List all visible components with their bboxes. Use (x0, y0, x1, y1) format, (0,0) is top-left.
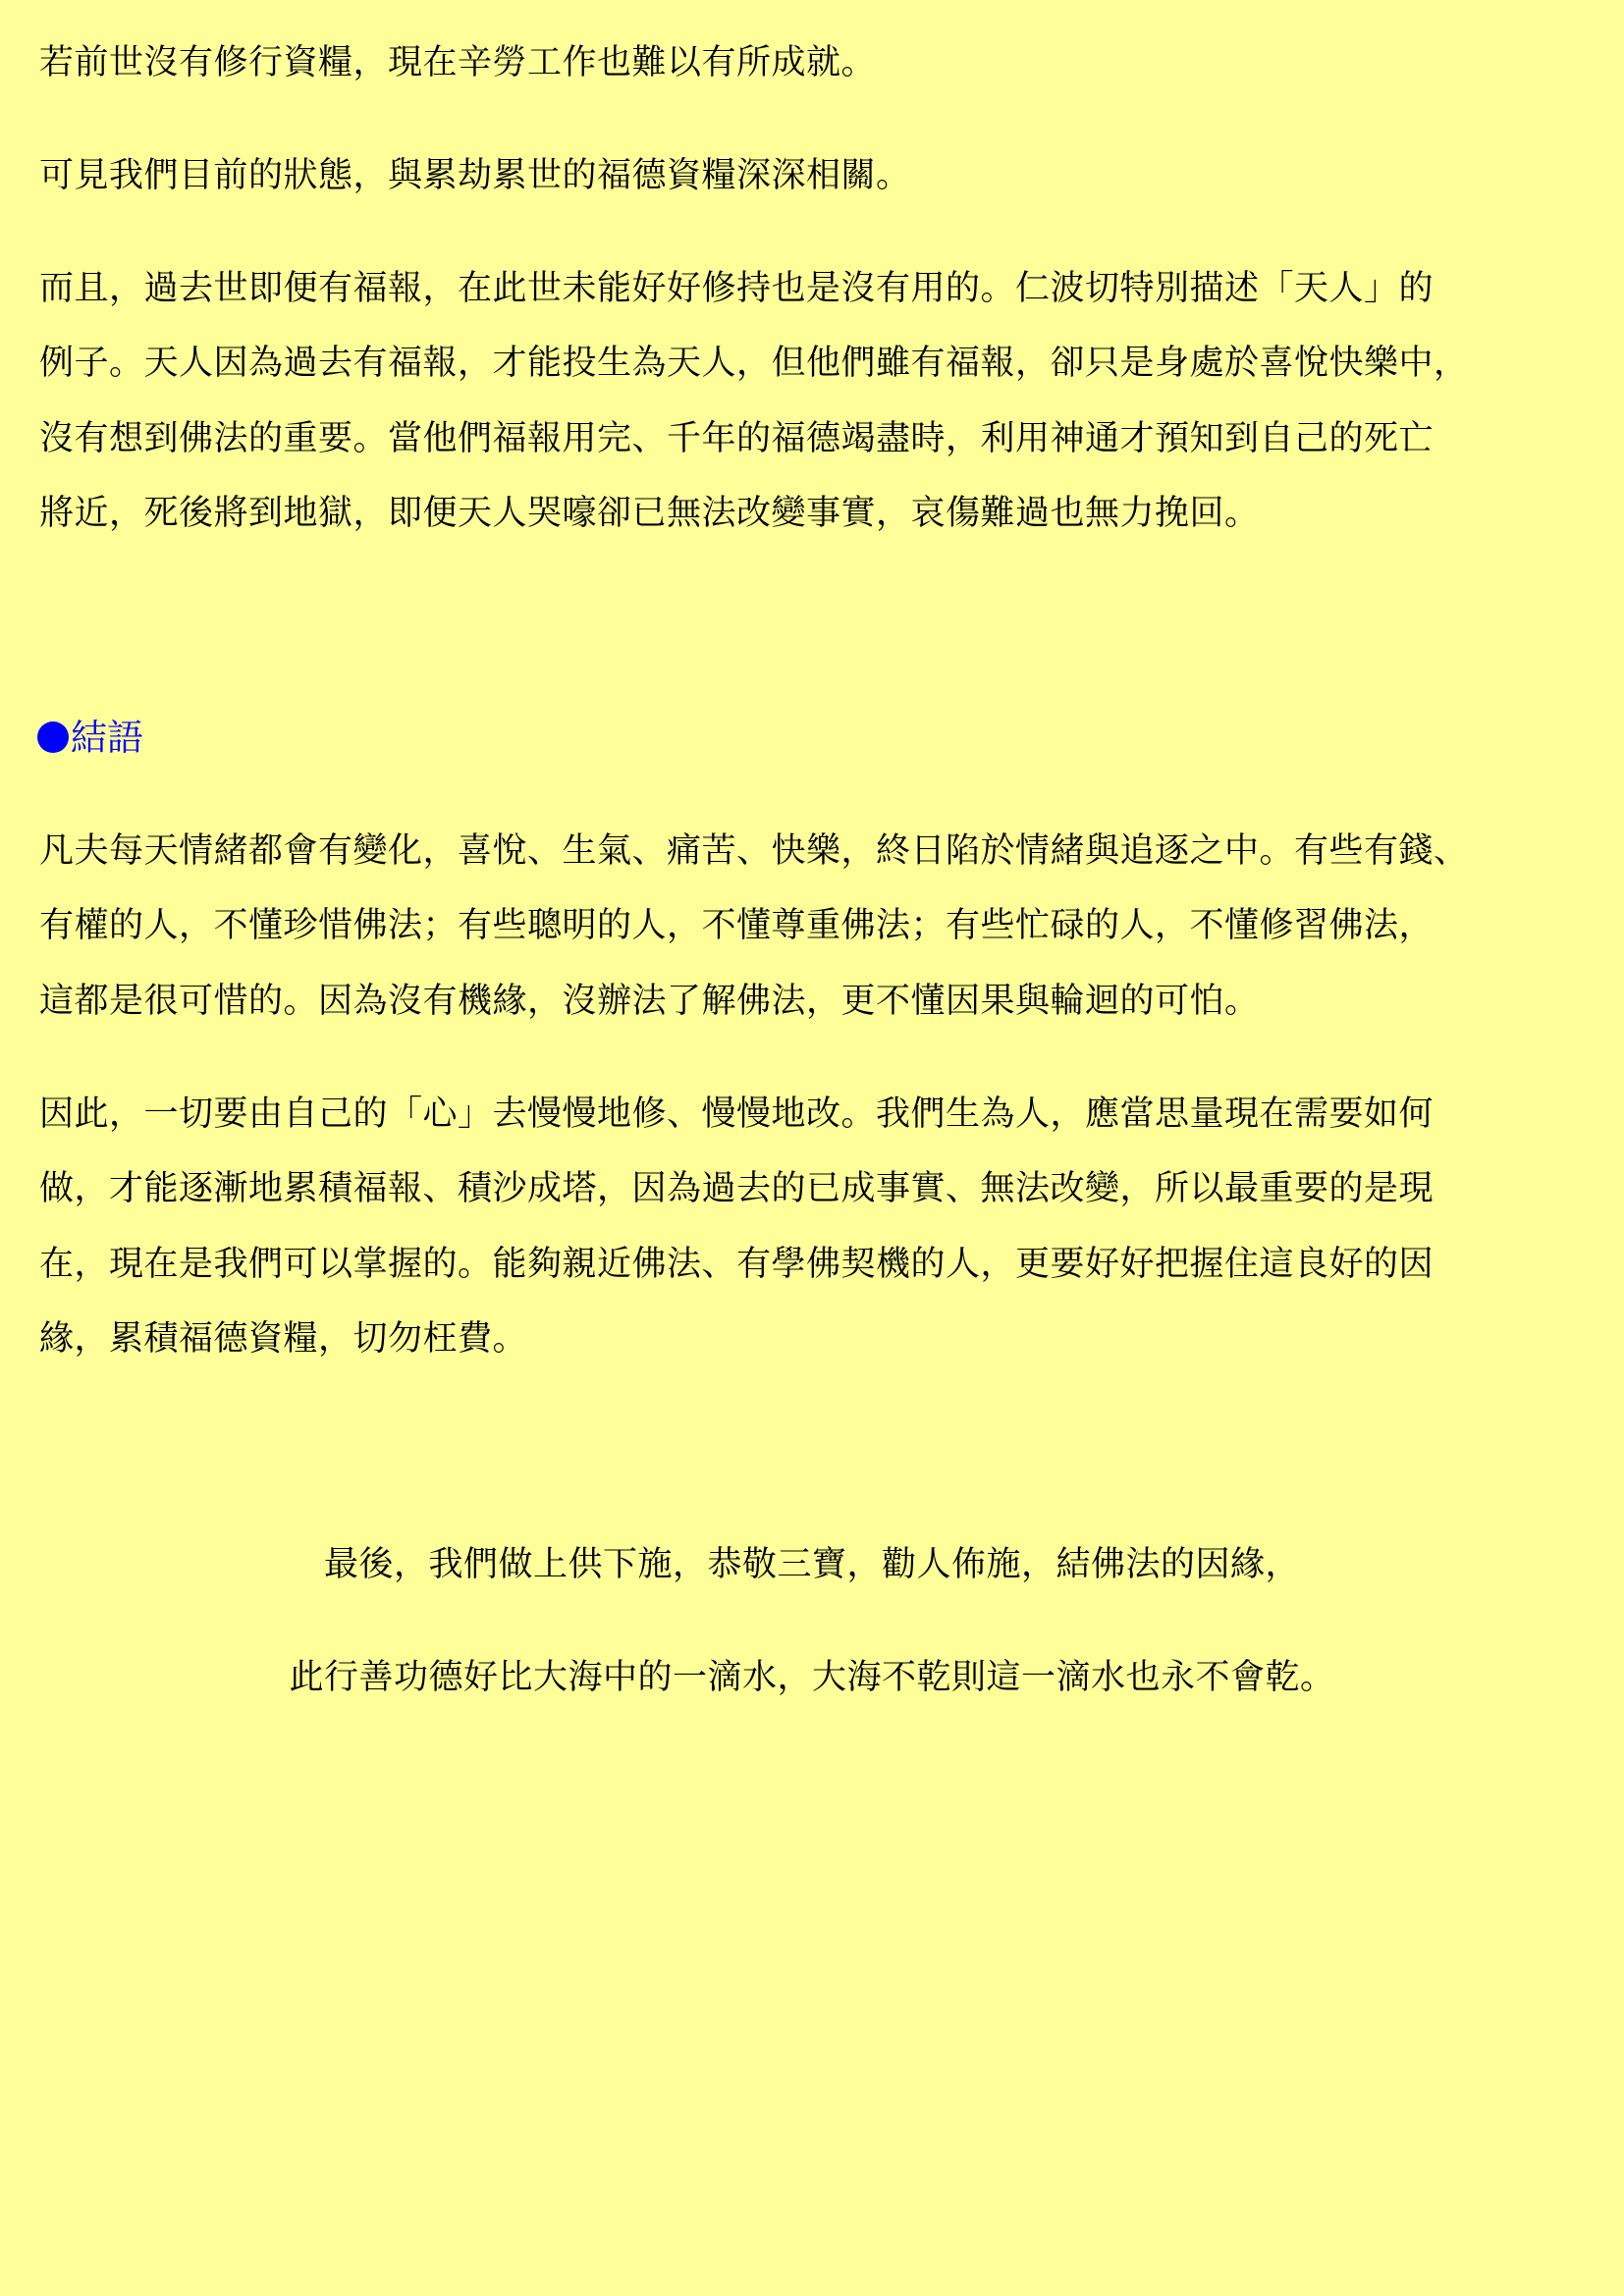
paragraph-5-line-2: 做，才能逐漸地累積福報、積沙成塔，因為過去的已成事實、無法改變，所以最重要的是現 (39, 1169, 1435, 1208)
closing-line-1: 最後，我們做上供下施，恭敬三寶，勸人佈施，結佛法的因緣， (323, 1545, 1300, 1584)
paragraph-1-line-1: 若前世沒有修行資糧，現在辛勞工作也難以有所成就。 (39, 43, 877, 82)
section-heading-text: 結語 (71, 717, 143, 759)
section-heading (37, 717, 143, 760)
bullet-dot-icon (37, 721, 69, 753)
paragraph-3-line-2: 例子。天人因為過去有福報，才能投生為天人，但他們雖有福報，卻只是身處於喜悅快樂中， (39, 344, 1469, 383)
paragraph-3-line-4: 將近，死後將到地獄，即便天人哭嚎卻已無法改變事實，哀傷難過也無力挽回。 (39, 494, 1260, 533)
paragraph-4-line-2: 有權的人，不懂珍惜佛法；有些聰明的人，不懂尊重佛法；有些忙碌的人，不懂修習佛法， (39, 906, 1435, 945)
paragraph-3-line-1: 而且，過去世即便有福報，在此世未能好好修持也是沒有用的。仁波切特別描述「天人」的 (39, 269, 1435, 308)
paragraph-5-line-3: 在，現在是我們可以掌握的。能夠親近佛法、有學佛契機的人，更要好好把握住這良好的因 (39, 1245, 1435, 1284)
paragraph-5-line-4: 緣，累積福德資糧，切勿枉費。 (39, 1319, 528, 1359)
paragraph-2-line-1: 可見我們目前的狀態，與累劫累世的福德資糧深深相關。 (39, 156, 911, 195)
closing-line-2: 此行善功德好比大海中的一滴水，大海不乾則這一滴水也永不會乾。 (289, 1658, 1335, 1697)
paragraph-4-line-1: 凡夫每天情緒都會有變化，喜悅、生氣、痛苦、快樂，終日陷於情緒與追逐之中。有些有錢、 (39, 831, 1469, 871)
paragraph-4-line-3: 這都是很可惜的。因為沒有機緣，沒辦法了解佛法，更不懂因果與輪迴的可怕。 (39, 982, 1260, 1021)
paragraph-3-line-3: 沒有想到佛法的重要。當他們福報用完、千年的福德竭盡時，利用神通才預知到自己的死亡 (39, 419, 1435, 458)
paragraph-5-line-1: 因此，一切要由自己的「心」去慢慢地修、慢慢地改。我們生為人，應當思量現在需要如何 (39, 1095, 1435, 1134)
